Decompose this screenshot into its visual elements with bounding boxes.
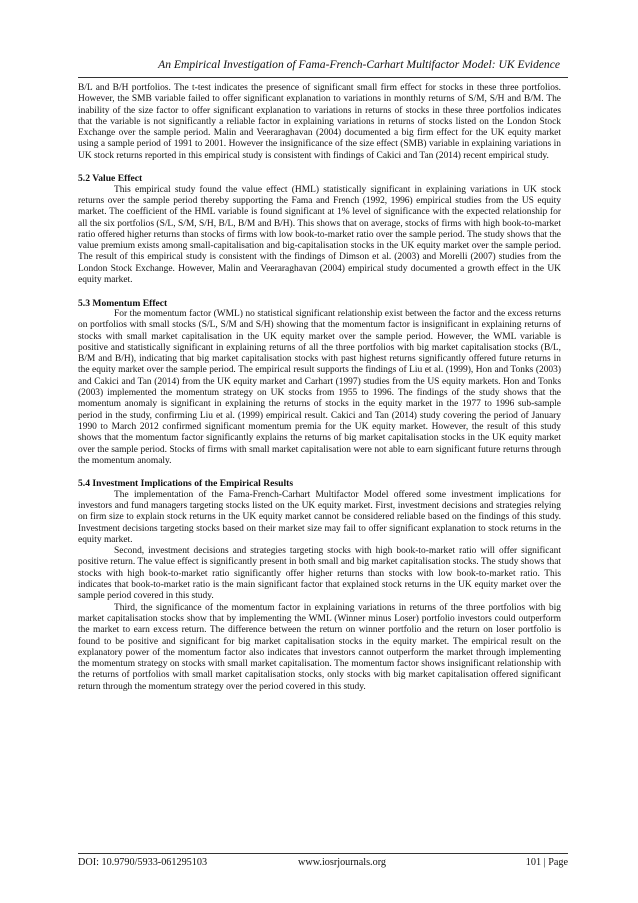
article-body xyxy=(78,83,561,693)
heading-value-effect: 5.2 Value Effect xyxy=(78,173,143,185)
heading-investment-implications: 5.4 Investment Implications of the Empirical Results xyxy=(78,478,294,490)
running-header: An Empirical Investigation of Fama-French-Carhart Multifactor Model: UK Evidence xyxy=(158,58,560,71)
spacer xyxy=(78,467,561,478)
header-divider xyxy=(78,77,568,78)
heading-momentum-effect: 5.3 Momentum Effect xyxy=(78,297,168,309)
paragraph-implications-first: The implementation of the Fama-French-Carhart Multifactor Model offered some investment implications for investors and fund managers targeting stocks listed on the UK equity market. First, investment decisions and strategies relying on firm size to explain stock returns in the UK equity market cannot be considered reliable based on the findings of this study. Investment decisions targeting stocks based on their market size may fail to offer significant explanation to stock returns in the equity market. xyxy=(78,489,561,545)
paragraph-value-effect: This empirical study found the value effect (HML) statistically significant in explaining variations in UK stock returns over the sample period thereby supporting the Fama and French (1992, 1996) empirical studies from the US equity market. The coefficient of the HML variable is found significant at 1% level of significance with the expected relationship for all the six portfolios (S/L, S/M, S/H, B/L, B/M and B/H). This shows that on average, stocks of firms with high book-to-market ratio offered higher returns than stocks of firms with low book-to-market ratio over the sample period. The study shows that the value premium exists among small-capitalisation and big-capitalisation stocks in the UK equity market over the sample period. The result of this empirical study is consistent with the findings of Dimson et al. (2003) and Morelli (2007) studies from the London Stock Exchange. However, Malin and Veeraraghavan (2004) empirical study documented a growth effect in the UK equity market. xyxy=(78,184,561,286)
footer-divider xyxy=(78,853,568,854)
paragraph-implications-second: Second, investment decisions and strategies targeting stocks with high book-to-market ratio will offer significant positive return. The value effect is significantly present in both small and big market capitalisation stocks. The study shows that stocks with high book-to-market ratio significantly offer higher returns than stocks with low book-to-market ratio. This indicates that book-to-market ratio is the main significant factor that explained stock returns in the UK equity market over the sample period covered in this study. xyxy=(78,546,561,602)
footer-website: www.iosrjournals.org xyxy=(298,857,387,868)
paragraph-momentum-effect: For the momentum factor (WML) no statistical significant relationship exist between the factor and the excess returns on portfolios with small stocks (S/L, S/M and S/H) showing that the momentum factor is insignificant in explaining returns of stocks with small market capitalisation in the UK equity market over the sample period. However, the WML variable is positive and statistically significant in explaining returns of all the three portfolios with big market capitalisation stocks (B/L, B/M and B/H), indicating that big market capitalisation stocks with past highest returns significantly offered future returns in the equity market over the sample period. The empirical result supports the findings of Liu et al. (1999), Hon and Tonks (2003) and Cakici and Tan (2014) from the UK equity market and Carhart (1997) studies from the US equity markets. Hon and Tonks (2003) implemented the momentum strategy on UK stocks from 1955 to 1996. The findings of the study shows that the momentum anomaly is significant in explaining the returns of stocks in the equity market in the 1977 to 1996 sub-sample period in the study, confirming Liu et al. (1999) empirical result. Cakici and Tan (2014) study covering the period of January 1990 to March 2012 confirmed significant momentum premia for the UK equity market. However, the result of this study shows that the momentum factor significantly explains the returns of big market capitalisation stocks in the UK equity market over the sample period. Stocks of firms with small market capitalisation were not able to earn significant future returns through the momentum anomaly. xyxy=(78,308,561,466)
spacer xyxy=(78,162,561,173)
footer-page-number: 101 | Page xyxy=(525,857,568,868)
footer-doi: DOI: 10.9790/5933-061295103 xyxy=(78,857,208,868)
spacer xyxy=(78,286,561,297)
paragraph-implications-third: Third, the significance of the momentum factor in explaining variations in returns of the three portfolios with big market capitalisation stocks show that by implementing the WML (Winner minus Loser) portfolio investors could outperform the market to earn excess return. The difference between the return on winner portfolio and the return on loser portfolio is found to be positive and significant for big market capitalisation stocks in the equity market. The empirical result on the explanatory power of the momentum factor also indicates that investors cannot outperform the market through implementing the momentum strategy on stocks with small market capitalisation. The momentum factor shows insignificant relationship with the returns of portfolios with small market capitalisation stocks, only stocks with big market capitalisation offered significant return through the momentum strategy over the period covered in this study. xyxy=(78,602,561,692)
paragraph-size-effect-continued: B/L and B/H portfolios. The t-test indicates the presence of significant small firm effect for stocks in these three portfolios. However, the SMB variable failed to offer significant explanation to variations in monthly returns of S/M, S/H and B/M. The inability of the size factor to offer significant explanation to variations in returns of stocks in these three portfolios indicates that the variable is not significantly a reliable factor in explaining variations in returns of stocks listed on the London Stock Exchange over the sample period. Malin and Veeraraghavan (2004) documented a big firm effect for the UK equity market using a sample period of 1991 to 2001. However the insignificance of the size effect (SMB) variable in explaining variations in UK stock returns reported in this empirical study is consistent with findings of Cakici and Tan (2014) recent empirical study. xyxy=(78,83,561,161)
